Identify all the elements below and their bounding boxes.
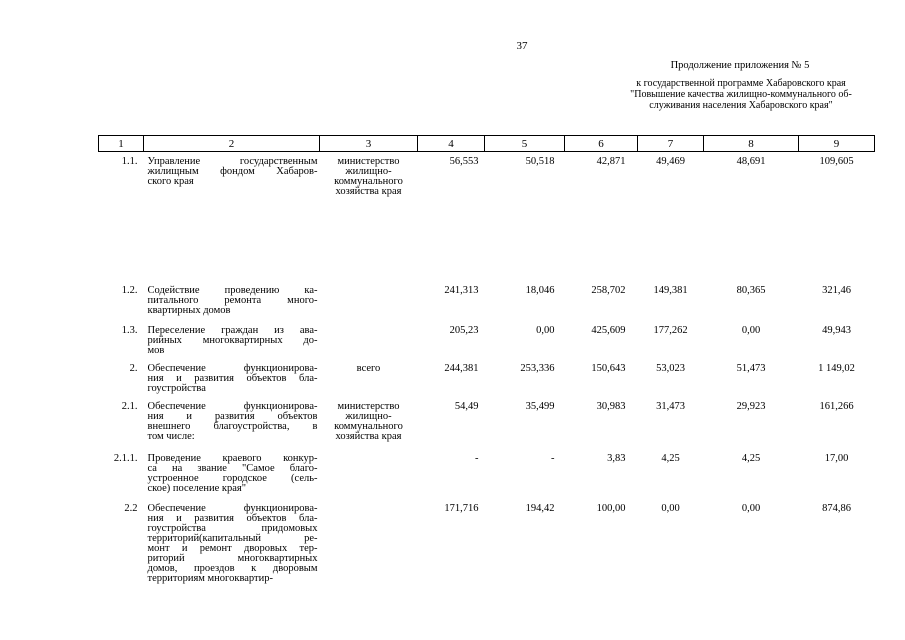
responsible-executor [320,500,418,600]
activity-name-line: территорий(капитальный ре- [147,532,318,544]
activity-name-line: Проведение краевого конкур- [147,452,318,464]
activity-name-line: гоустройства [147,382,206,394]
activity-name-line: квартирных домов [147,304,231,316]
funding-value-col-7: 0,00 [661,502,680,514]
responsible-executor [320,450,418,500]
funding-value-col-4: 171,716 [444,502,479,514]
responsible-executor-line: коммунального [334,176,403,187]
activity-name-line: домов, проездов к дворовым [147,562,318,574]
row-number: 1.3. [121,324,138,336]
program-reference [616,78,866,111]
funding-value-col-8: 0,00 [741,502,761,514]
funding-value-col-5: 35,499 [525,400,555,412]
funding-value-col-4: 241,313 [444,284,479,296]
responsible-executor-line: коммунального [334,420,403,432]
activity-name-line: территориям многоквартир- [147,572,273,584]
activity-name-line: устроенное городское (сель- [147,472,318,484]
activity-name-line: риторий многоквартирных [147,552,318,564]
column-header: 1 [99,136,144,152]
activity-name [144,450,320,500]
column-header: 3 [320,136,418,152]
activity-name-line: Управление государственным [147,156,318,167]
funding-value-col-9: 161,266 [819,400,854,412]
funding-value-col-5: 253,336 [520,362,555,374]
funding-value-col-7: 49,469 [656,156,685,167]
funding-value-col-5: 50,518 [525,156,555,167]
funding-value-col-8: 29,923 [736,400,766,412]
activity-name-line: гоустройства придомовых [147,522,318,534]
activity-name-line: питального ремонта много- [147,294,318,306]
responsible-executor [320,360,418,398]
activity-name-line: Обеспечение функционирова- [147,400,318,412]
budget-table [98,135,875,600]
column-header: 2 [144,136,320,152]
funding-value-col-9: 109,605 [819,156,854,167]
responsible-executor-line: жилищно- [345,166,392,177]
table-row [99,500,875,600]
funding-value-col-9: 321,46 [822,284,851,296]
row-number: 1.2. [121,284,138,296]
column-header: 7 [638,136,704,152]
funding-value-col-7: 53,023 [656,362,685,374]
funding-value-col-5: 18,046 [525,284,555,296]
activity-name-line: мов [147,344,165,356]
column-header: 5 [485,136,565,152]
page-number: 37 [516,40,528,52]
activity-name [144,322,320,360]
funding-value-col-6: 150,643 [591,362,626,374]
reference-line: "Повышение качества жилищно-коммунального об- [630,89,852,100]
funding-value-col-8: 0,00 [741,324,761,336]
activity-name-line: ния и развития объектов бла- [147,512,318,524]
funding-value-col-5: 0,00 [536,324,555,336]
responsible-executor [320,282,418,322]
row-number: 1.1. [121,156,138,167]
activity-name-line: Обеспечение функционирова- [147,362,318,374]
responsible-executor [320,398,418,450]
activity-name-line: са на звание "Самое благо- [147,462,318,474]
funding-value-col-4: 56,553 [449,156,479,167]
appendix-continuation: Продолжение приложения № 5 [670,60,810,71]
activity-name-line: том числе: [147,430,195,442]
activity-name-line: внешнего благоустройства, в [147,420,318,432]
activity-name [144,152,320,282]
funding-value-col-4: 205,23 [449,324,479,336]
funding-value-col-7: 149,381 [653,284,688,296]
funding-value-col-7: 4,25 [661,452,680,464]
column-header: 8 [704,136,799,152]
reference-line: служивания населения Хабаровского края" [649,100,833,111]
column-header: 9 [799,136,875,152]
activity-name-line: ское) поселение края" [147,482,247,494]
responsible-executor-line: хозяйства края [335,430,402,442]
responsible-executor-line: министерство [337,400,400,412]
activity-name-line: Переселение граждан из ава- [147,324,318,336]
funding-value-col-4: 244,381 [444,362,479,374]
activity-name-line: Содействие проведению ка- [147,284,318,296]
table-row [99,398,875,450]
responsible-executor-line: хозяйства края [335,186,402,197]
responsible-executor-line: министерство [337,156,400,167]
activity-name [144,500,320,600]
activity-name [144,398,320,450]
responsible-executor [320,322,418,360]
funding-value-col-5: - [551,452,555,464]
activity-name-line: Обеспечение функционирова- [147,502,318,514]
activity-name-line: ния и развития объектов бла- [147,372,318,384]
funding-value-col-9: 17,00 [824,452,849,464]
row-number: 2.1. [121,400,138,412]
activity-name-line: ния и развития объектов [147,410,318,422]
funding-value-col-7: 31,473 [656,400,685,412]
funding-value-col-6: 42,871 [596,156,626,167]
funding-value-col-6: 30,983 [596,400,626,412]
table-row [99,152,875,282]
activity-name [144,360,320,398]
activity-name-line: рийных многоквартирных до- [147,334,318,346]
responsible-executor-line: жилищно- [345,410,392,422]
funding-value-col-4: 54,49 [454,400,479,412]
table-row [99,450,875,500]
funding-value-col-4: - [475,452,479,464]
activity-name [144,282,320,322]
reference-line: к государственной программе Хабаровского края [636,78,846,89]
funding-value-col-8: 48,691 [736,156,766,167]
column-header: 4 [418,136,485,152]
row-number: 2. [129,362,138,374]
funding-value-col-6: 425,609 [591,324,626,336]
funding-value-col-6: 3,83 [607,452,626,464]
table-row [99,322,875,360]
table-row [99,282,875,322]
table-row [99,360,875,398]
funding-value-col-9: 874,86 [822,502,851,514]
funding-value-col-5: 194,42 [525,502,555,514]
funding-value-col-9: 1 149,02 [818,362,855,374]
activity-name-line: ского края [147,176,194,187]
funding-value-col-9: 49,943 [822,324,851,336]
activity-name-line: монт и ремонт дворовых тер- [147,542,318,554]
row-number: 2.2 [124,502,138,514]
funding-value-col-8: 51,473 [736,362,766,374]
row-number: 2.1.1. [113,452,138,464]
activity-name-line: жилищным фондом Хабаров- [147,166,318,177]
funding-value-col-7: 177,262 [653,324,688,336]
responsible-executor-line: всего [356,362,381,374]
funding-value-col-8: 4,25 [741,452,761,464]
responsible-executor [320,152,418,282]
column-header: 6 [565,136,638,152]
table-header-row [99,136,875,152]
funding-value-col-8: 80,365 [736,284,766,296]
funding-value-col-6: 100,00 [596,502,626,514]
funding-value-col-6: 258,702 [591,284,626,296]
